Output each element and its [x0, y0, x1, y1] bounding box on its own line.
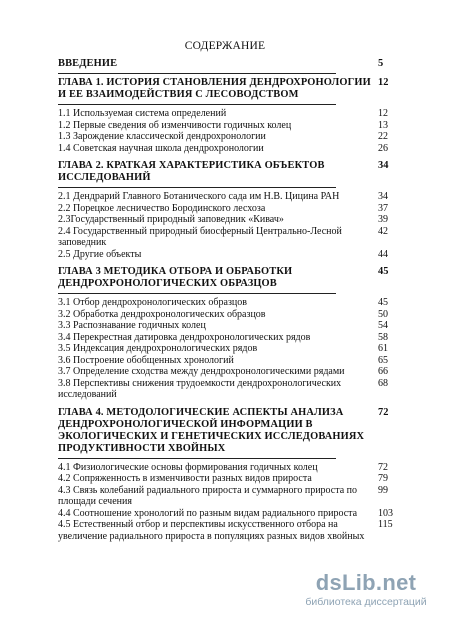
chapter-underline	[58, 458, 336, 459]
chapter-underline	[58, 187, 336, 188]
toc-entry-title: 3.4 Перекрестная датировка дендрохронологических рядов	[58, 331, 311, 343]
toc-section-row	[58, 297, 408, 309]
toc-entry-page: 99	[378, 484, 388, 496]
toc-entry-title: 3.8 Перспективы снижения трудоемкости дендрохронологических исследований	[58, 377, 342, 400]
toc-entry-page: 115	[378, 519, 393, 530]
toc-entry-title: 3.5 Индексация дендрохронологических рядов	[58, 343, 258, 354]
toc-entry-page: 61	[378, 343, 388, 354]
toc-chapter-row	[58, 77, 408, 101]
toc-entry-page: 12	[378, 77, 389, 88]
toc-entry-page: 45	[378, 297, 388, 308]
table-of-contents	[58, 58, 408, 542]
toc-entry-page: 44	[378, 248, 388, 260]
toc-entry-page: 79	[378, 473, 388, 484]
toc-entry-title: 3.3 Распознавание годичных колец	[58, 320, 206, 331]
toc-section-row	[58, 366, 408, 378]
toc-section-row	[58, 191, 408, 203]
toc-entry-title: 3.2 Обработка дендрохронологических образцов	[58, 308, 266, 320]
toc-entry-title: 2.5 Другие объекты	[58, 248, 142, 260]
toc-section-row	[58, 226, 408, 249]
toc-entry-page: 13	[378, 119, 388, 131]
toc-section-row	[58, 203, 408, 215]
toc-section-row	[58, 320, 408, 332]
toc-section-row	[58, 355, 408, 367]
toc-entry-page: 54	[378, 320, 388, 331]
toc-chapter-row	[58, 266, 408, 290]
toc-entry-title: 2.3Государственный природный заповедник «Кивач»	[58, 214, 284, 225]
toc-entry-title: 4.3 Связь колебаний радиального прироста и суммарного прироста по площади сечения	[58, 484, 358, 507]
toc-entry-page: 58	[378, 331, 388, 343]
toc-entry-title: 4.5 Естественный отбор и перспективы искусственного отбора на увеличение радиального прироста в популяциях разных видов хвойных	[58, 519, 365, 542]
toc-section-row	[58, 508, 408, 520]
toc-entry-page: 34	[378, 160, 389, 171]
toc-section-row	[58, 332, 408, 344]
toc-entry-title: ВВЕДЕНИЕ	[58, 58, 118, 69]
toc-section-row	[58, 378, 408, 401]
chapter-underline	[58, 73, 336, 74]
toc-section-row	[58, 309, 408, 321]
toc-entry-title: 3.1 Отбор дендрохронологических образцов	[58, 297, 247, 308]
chapter-underline	[58, 104, 336, 105]
toc-entry-page: 37	[378, 202, 388, 214]
toc-entry-page: 65	[378, 354, 388, 366]
toc-entry-page: 68	[378, 377, 388, 389]
toc-entry-page: 50	[378, 308, 388, 320]
toc-section-row	[58, 485, 408, 508]
toc-chapter-row	[58, 160, 408, 184]
toc-section-row	[58, 131, 408, 143]
toc-entry-page: 45	[378, 266, 389, 277]
toc-entry-title: 4.2 Сопряженность в изменчивости разных видов прироста	[58, 473, 312, 484]
toc-entry-title: 1.4 Советская научная школа дендрохронологии	[58, 142, 264, 154]
page-title: СОДЕРЖАНИЕ	[184, 40, 266, 52]
toc-entry-title: 1.3 Зарождение классической дендрохронологии	[58, 131, 266, 142]
toc-section-row	[58, 143, 408, 155]
toc-entry-page: 5	[378, 58, 384, 69]
toc-entry-title: 4.4 Соотношение хронологий по разным видам радиального прироста	[58, 507, 358, 519]
toc-entry-title: ГЛАВА 1. ИСТОРИЯ СТАНОВЛЕНИЯ ДЕНДРОХРОНОЛОГИИ И ЕЕ ВЗАИМОДЕЙСТВИЯ С ЛЕСОВОДСТВОМ	[58, 77, 371, 100]
toc-chapter-row	[58, 407, 408, 455]
toc-entry-title: 3.7 Определение сходства между дендрохронологическими рядами	[58, 366, 345, 377]
toc-entry-page: 34	[378, 191, 388, 202]
toc-section-row	[58, 120, 408, 132]
toc-section-row	[58, 214, 408, 226]
toc-entry-title: 3.6 Построение обобщенных хронологий	[58, 354, 234, 366]
toc-entry-page: 26	[378, 142, 388, 154]
toc-section-row	[58, 473, 408, 485]
watermark	[296, 570, 436, 608]
watermark-logo: dsLib.net	[315, 570, 417, 595]
toc-entry-title: 2.4 Государственный природный биосферный Центрально-Лесной заповедник	[58, 225, 342, 248]
watermark-subtitle: библиотека диссертаций	[305, 596, 427, 608]
toc-entry-page: 39	[378, 214, 388, 225]
toc-entry-page: 66	[378, 366, 388, 377]
toc-section-row	[58, 343, 408, 355]
toc-entry-page: 72	[378, 406, 389, 418]
toc-section-row	[58, 108, 408, 120]
toc-section-row	[58, 249, 408, 261]
chapter-underline	[58, 293, 336, 294]
toc-entry-page: 72	[378, 461, 388, 473]
toc-entry-title: 4.1 Физиологические основы формирования годичных колец	[58, 461, 318, 473]
toc-entry-title: 1.1 Используемая система определений	[58, 108, 227, 119]
toc-entry-title: 2.1 Дендрарий Главного Ботанического сада им Н.В. Цицина РАН	[58, 191, 340, 202]
toc-entry-title: 1.2 Первые сведения об изменчивости годичных колец	[58, 119, 292, 131]
toc-entry-page: 12	[378, 108, 388, 119]
toc-entry-title: ГЛАВА 4. МЕТОДОЛОГИЧЕСКИЕ АСПЕКТЫ АНАЛИЗА ДЕНДРОХРОНОЛОГИЧЕСКОЙ ИНФОРМАЦИИ В ЭКОЛОГИЧЕСКИХ И ГЕНЕТИЧЕСКИХ ИССЛЕДОВАНИЯХ ПРОДУКТИВНОСТИ ХВОЙНЫХ	[58, 406, 365, 454]
toc-entry-title: 2.2 Порецкое лесничество Бородинского лесхоза	[58, 202, 266, 214]
toc-section-row	[58, 462, 408, 474]
toc-entry-title: ГЛАВА 3 МЕТОДИКА ОТБОРА И ОБРАБОТКИ ДЕНДРОХРОНОЛОГИЧЕСКИХ ОБРАЗЦОВ	[58, 266, 293, 289]
toc-entry-page: 22	[378, 131, 388, 142]
toc-entry-page: 42	[378, 225, 388, 237]
toc-entry-title: ГЛАВА 2. КРАТКАЯ ХАРАКТЕРИСТИКА ОБЪЕКТОВ ИССЛЕДОВАНИЙ	[58, 160, 325, 183]
toc-entry-page: 103	[378, 507, 393, 519]
toc-chapter-row	[58, 58, 408, 70]
toc-section-row	[58, 519, 408, 542]
